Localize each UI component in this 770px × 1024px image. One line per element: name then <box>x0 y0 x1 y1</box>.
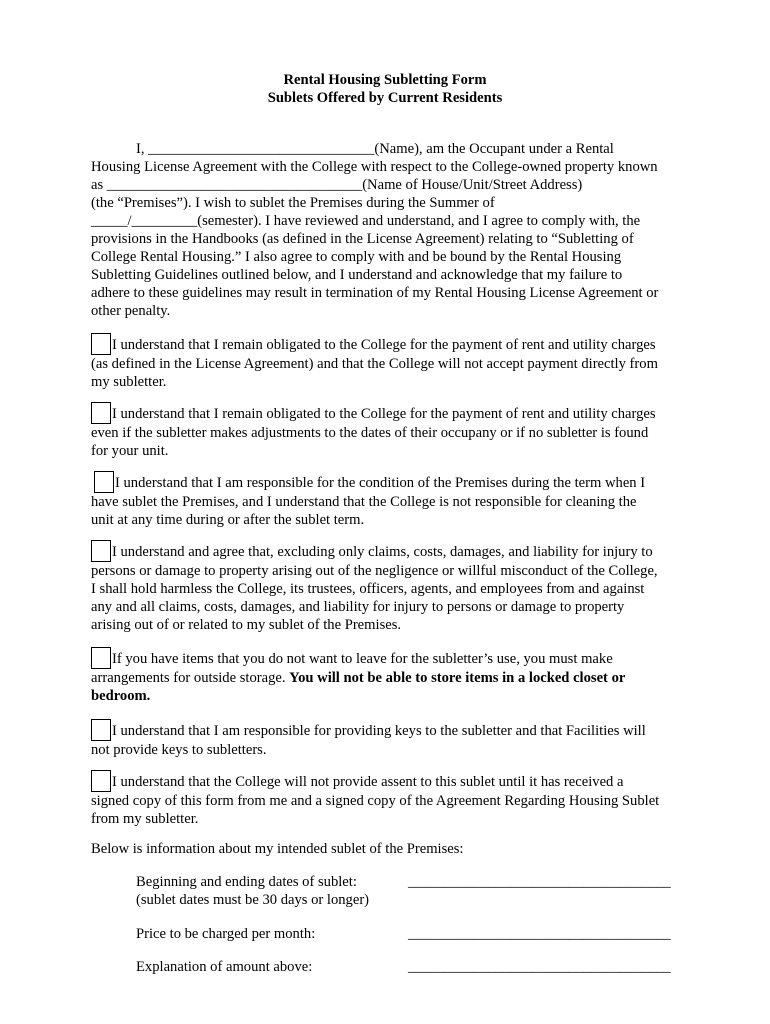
item-line <box>91 770 691 792</box>
item-line: persons or damage to property arising out of the negligence or willful misconduct of the College, <box>91 563 658 579</box>
item-line: for your unit. <box>91 443 169 459</box>
monthly-price-input-line[interactable]: ____________________________________ <box>408 926 671 942</box>
agreement-item-5 <box>91 647 691 705</box>
item-line <box>91 402 691 424</box>
item-line <box>91 647 691 669</box>
item-bold-text: You will not be able to store items in a locked closet or <box>289 670 626 686</box>
agreement-item-3 <box>91 471 691 529</box>
item-line: not provide keys to subletters. <box>91 742 267 758</box>
item-line: from my subletter. <box>91 811 199 827</box>
item-text: I understand that the College will not provide assent to this sublet until it has received a <box>112 774 624 790</box>
agreement-checkbox-7[interactable] <box>91 770 111 792</box>
intro-line: as ___________________________________(Name of House/Unit/Street Address) <box>91 177 583 193</box>
agreement-checkbox-1[interactable] <box>91 333 111 355</box>
agreement-item-7 <box>91 770 691 828</box>
intro-line: Subletting Guidelines outlined below, and I understand and acknowledge that my failure to <box>91 267 623 283</box>
field-label: Explanation of amount above: <box>136 959 313 975</box>
title-line-2: Sublets Offered by Current Residents <box>267 90 503 106</box>
item-line: have sublet the Premises, and I understand that the College is not responsible for cleaning the <box>91 494 637 510</box>
agreement-checkbox-6[interactable] <box>91 719 111 741</box>
item-text: I understand that I remain obligated to the College for the payment of rent and utility charges <box>112 406 656 422</box>
item-bold-line: bedroom. <box>91 688 151 704</box>
intro-line: adhere to these guidelines may result in termination of my Rental Housing License Agreement or <box>91 285 659 301</box>
intro-paragraph <box>91 140 691 320</box>
title-line-1: Rental Housing Subletting Form <box>283 72 487 88</box>
sublet-dates-input-line[interactable]: ____________________________________ <box>408 874 671 890</box>
item-line: I shall hold harmless the College, its trustees, officers, agents, and employees from and against <box>91 581 645 597</box>
intro-line: _____/_________(semester). I have reviewed and understand, and I agree to comply with, the <box>91 213 641 229</box>
agreement-item-1 <box>91 333 691 391</box>
item-text: I understand that I am responsible for providing keys to the subletter and that Facilities will <box>112 723 646 739</box>
intro-line: Housing License Agreement with the College with respect to the College-owned property known <box>91 159 658 175</box>
item-text: arrangements for outside storage. <box>91 670 290 686</box>
item-line: unit at any time during or after the sublet term. <box>91 512 365 528</box>
item-line <box>91 719 691 741</box>
intro-line: (the “Premises”). I wish to sublet the Premises during the Summer of <box>91 195 495 211</box>
item-line <box>91 669 691 687</box>
item-line <box>91 333 691 355</box>
agreement-checkbox-5[interactable] <box>91 647 111 669</box>
field-label: Beginning and ending dates of sublet: <box>136 874 357 890</box>
agreement-checkbox-4[interactable] <box>91 540 111 562</box>
intro-line: other penalty. <box>91 303 171 319</box>
intro-line: College Rental Housing.” I also agree to comply with and be bound by the Rental Housing <box>91 249 622 265</box>
item-line: signed copy of this form from me and a signed copy of the Agreement Regarding Housing Sublet <box>91 793 660 809</box>
item-line: arising out of or related to my sublet of the Premises. <box>91 617 402 633</box>
agreement-item-6 <box>91 719 691 759</box>
sublet-info-heading: Below is information about my intended sublet of the Premises: <box>91 841 464 857</box>
item-line: even if the subletter makes adjustments to the dates of their occupany or if no subletter is found <box>91 425 649 441</box>
agreement-checkbox-3[interactable] <box>94 471 114 493</box>
agreement-item-4 <box>91 540 691 634</box>
field-label: Price to be charged per month: <box>136 926 316 942</box>
agreement-checkbox-2[interactable] <box>91 402 111 424</box>
intro-line: provisions in the Handbooks (as defined in the License Agreement) relating to “Subletting of <box>91 231 634 247</box>
field-sublabel: (sublet dates must be 30 days or longer) <box>136 892 370 908</box>
item-line <box>91 471 691 493</box>
intro-line <box>91 140 691 158</box>
item-line <box>91 540 691 562</box>
field-label-group <box>136 873 369 909</box>
item-text: If you have items that you do not want to leave for the subletter’s use, you must make <box>112 651 613 667</box>
item-text: I understand that I am responsible for the condition of the Premises during the term when I <box>115 475 646 491</box>
item-text: I understand and agree that, excluding only claims, costs, damages, and liability for injury to <box>112 544 653 560</box>
item-line: (as defined in the License Agreement) and that the College will not accept payment directly from <box>91 356 658 372</box>
intro-text: I, _______________________________(Name), am the Occupant under a Rental <box>136 141 614 157</box>
item-line: any and all claims, costs, damages, and liability for injury to persons or damage to property <box>91 599 625 615</box>
item-text: I understand that I remain obligated to the College for the payment of rent and utility charges <box>112 337 656 353</box>
form-title <box>0 71 770 107</box>
item-line: my subletter. <box>91 374 167 390</box>
agreement-item-2 <box>91 402 691 460</box>
amount-explanation-input-line[interactable]: ____________________________________ <box>408 959 671 975</box>
